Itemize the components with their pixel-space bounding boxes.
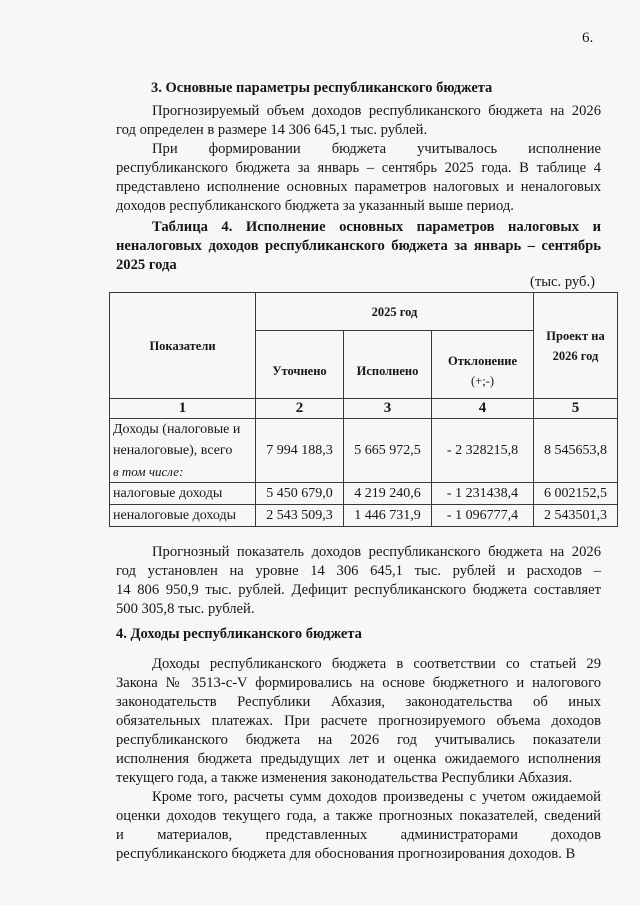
text-line: доходов республиканского бюджета за указанный выше период.	[116, 198, 514, 214]
header-2025-group: 2025 год	[256, 293, 534, 331]
cell-deviation: - 1 231438,4	[432, 483, 534, 505]
caption-line: неналоговых доходов республиканского бюджета за январь – сентябрь	[116, 238, 601, 254]
row-label-note: в том числе:	[113, 464, 184, 479]
cell-deviation: - 1 096777,4	[432, 505, 534, 527]
page-number: 6.	[582, 30, 594, 46]
text-line: оценки доходов текущего года, а также прогнозных показателей, сведений	[116, 808, 601, 824]
row-label: неналоговые доходы	[110, 505, 256, 527]
column-number: 2	[256, 399, 344, 419]
text-line: республиканского бюджета за январь – сентябрь 2025 года. В таблице 4	[116, 160, 601, 176]
caption-line: Таблица 4. Исполнение основных параметров налоговых и	[152, 219, 601, 235]
text-line: При формировании бюджета учитывалось исполнение	[152, 141, 601, 157]
section-4-paragraph-1	[116, 655, 601, 788]
table-row-nontax-income	[110, 505, 618, 527]
text-line: и материалов, представленных администраторами доходов	[116, 827, 601, 843]
text-line: Доходы республиканского бюджета в соответствии со статьей 29	[152, 656, 601, 672]
text-line: текущего года, а также изменения законодательства Республики Абхазия.	[116, 770, 573, 786]
text-line: год установлен на уровне 14 306 645,1 тыс. рублей и расходов –	[116, 563, 601, 579]
cell-refined: 5 450 679,0	[256, 483, 344, 505]
text-line: представлено исполнение основных параметров налоговых и неналоговых	[116, 179, 601, 195]
header-refined: Уточнено	[256, 331, 344, 399]
section-3-paragraph-1	[116, 102, 601, 140]
text-line: республиканского бюджета для обоснования прогнозирования доходов. В	[116, 846, 576, 862]
row-label	[110, 419, 256, 483]
header-text: Отклонение	[447, 353, 518, 368]
section-4-paragraph-2	[116, 788, 601, 864]
row-label-text: Доходы (налоговые и	[113, 422, 241, 437]
text-line: обязательных платежах. При расчете прогнозируемого объема доходов	[116, 713, 601, 729]
header-project-2026	[534, 293, 618, 399]
cell-refined: 7 994 188,3	[256, 419, 344, 483]
table-row-total-income	[110, 419, 618, 483]
text-line: Закона № 3513-с-V формировались на основе бюджетного и налогового	[116, 675, 601, 691]
column-number-row	[110, 399, 618, 419]
text-line: исполнения бюджета предыдущих лет и оценка ожидаемого исполнения	[116, 751, 601, 767]
table-row-tax-income	[110, 483, 618, 505]
cell-executed: 4 219 240,6	[344, 483, 432, 505]
table-4	[109, 292, 618, 527]
cell-deviation: - 2 328215,8	[432, 419, 534, 483]
text-line: 14 806 950,9 тыс. рублей. Дефицит республиканского бюджета составляет	[116, 582, 601, 598]
text-line: республиканского бюджета на 2026 год учитывались показатели	[116, 732, 601, 748]
table-unit-label: (тыс. руб.)	[530, 274, 595, 290]
header-deviation	[432, 331, 534, 399]
section-3-paragraph-2	[116, 140, 601, 216]
caption-line: 2025 года	[116, 257, 177, 273]
cell-project: 2 543501,3	[534, 505, 618, 527]
column-number: 4	[432, 399, 534, 419]
cell-refined: 2 543 509,3	[256, 505, 344, 527]
forecast-paragraph	[116, 543, 601, 619]
header-text: 2026 год	[552, 348, 599, 363]
text-line: год определен в размере 14 306 645,1 тыс. рублей.	[116, 122, 428, 138]
text-line: 500 305,8 тыс. рублей.	[116, 601, 255, 617]
text-line: законодательств Республики Абхазия, законодательства об иных	[116, 694, 601, 710]
row-label: налоговые доходы	[110, 483, 256, 505]
section-3-heading: 3. Основные параметры республиканского бюджета	[151, 80, 493, 96]
text-line: Кроме того, расчеты сумм доходов произведены с учетом ожидаемой	[152, 789, 601, 805]
cell-executed: 5 665 972,5	[344, 419, 432, 483]
text-line: Прогнозируемый объем доходов республиканского бюджета на 2026	[152, 103, 601, 119]
table-4-caption	[116, 218, 601, 275]
column-number: 1	[110, 399, 256, 419]
header-executed: Исполнено	[344, 331, 432, 399]
section-4-heading: 4. Доходы республиканского бюджета	[116, 626, 362, 642]
header-text: Проект на	[546, 328, 605, 343]
text-line: Прогнозный показатель доходов республиканского бюджета на 2026	[152, 544, 601, 560]
cell-project: 6 002152,5	[534, 483, 618, 505]
column-number: 3	[344, 399, 432, 419]
row-label-text: неналоговые), всего	[113, 443, 233, 458]
column-number: 5	[534, 399, 618, 419]
cell-executed: 1 446 731,9	[344, 505, 432, 527]
cell-project: 8 545653,8	[534, 419, 618, 483]
header-indicators: Показатели	[110, 293, 256, 399]
header-text: (+;-)	[470, 373, 494, 388]
